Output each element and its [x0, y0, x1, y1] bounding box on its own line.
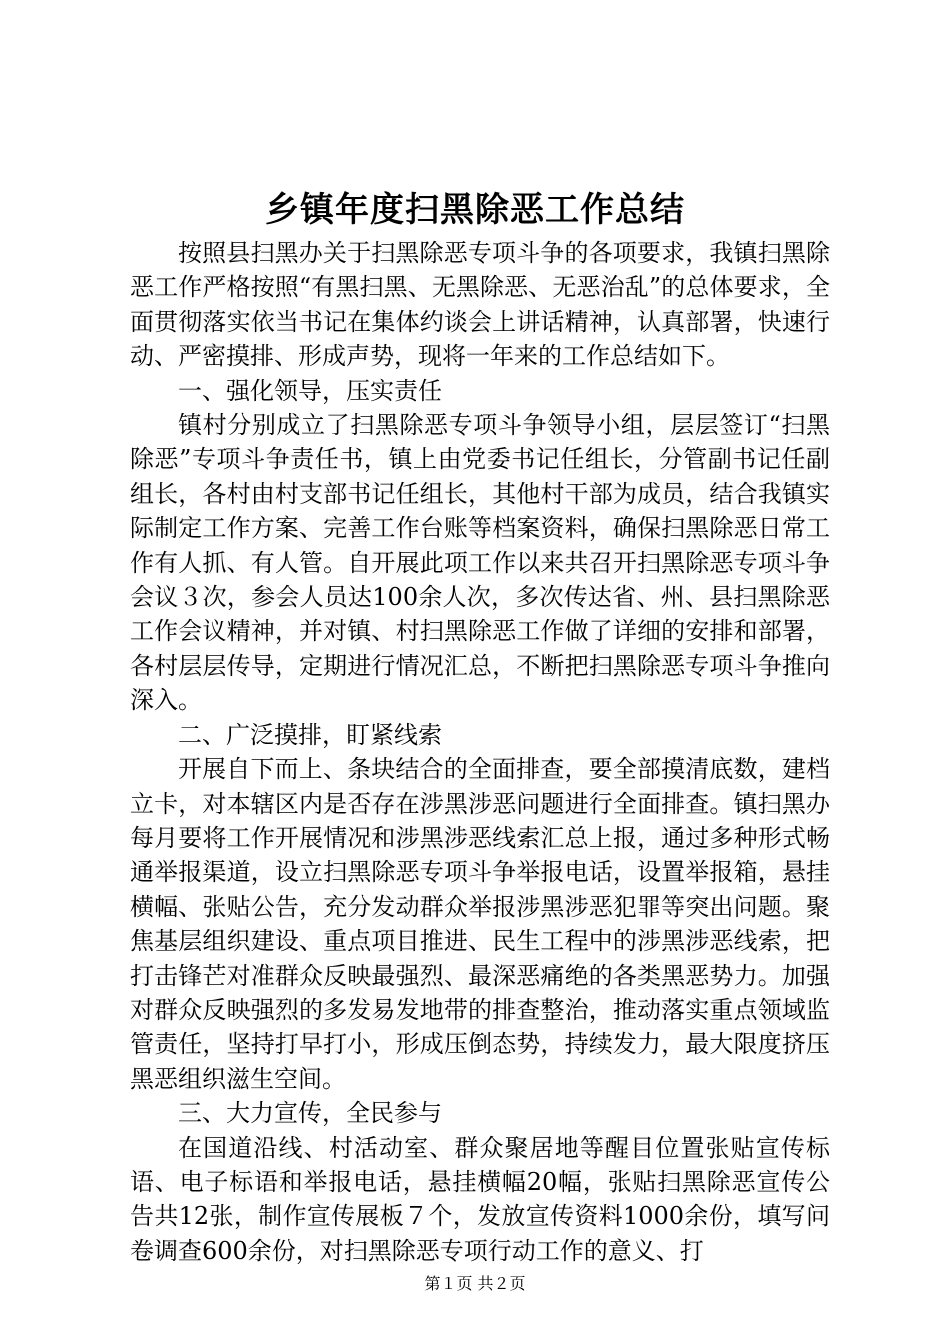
page-title: 乡镇年度扫黑除恶工作总结 [265, 190, 685, 230]
section-paragraph-3: 在国道沿线、村活动室、群众聚居地等醒目位置张贴宣传标语、电子标语和举报电话，悬挂横幅20幅，张贴扫黑除恶宣传公告共12张，制作宣传展板７个，发放宣传资料1000余份，填写问卷调查600余份，对扫黑除恶专项行动工作的意义、打 [130, 1133, 830, 1265]
document-body [130, 236, 830, 1268]
section-paragraph-2: 开展自下而上、条块结合的全面排查，要全部摸清底数，建档立卡，对本辖区内是否存在涉黑涉恶问题进行全面排查。镇扫黑办每月要将工作开展情况和涉黑涉恶线索汇总上报，通过多种形式畅通举报渠道，设立扫黑除恶专项斗争举报电话，设置举报箱，悬挂横幅、张贴公告，充分发动群众举报涉黑涉恶犯罪等突出问题。聚焦基层组织建设、重点项目推进、民生工程中的涉黑涉恶线索，把打击锋芒对准群众反映最强烈、最深恶痛绝的各类黑恶势力。加强对群众反映强烈的多发易发地带的排查整治，推动落实重点领域监管责任，坚持打早打小，形成压倒态势，持续发力，最大限度挤压黑恶组织滋生空间。 [130, 755, 830, 1093]
section-heading-2: 二、广泛摸排，盯紧线索 [178, 720, 442, 749]
intro-paragraph: 按照县扫黑办关于扫黑除恶专项斗争的各项要求，我镇扫黑除恶工作严格按照“有黑扫黑、无黑除恶、无恶治乱”的总体要求，全面贯彻落实依当书记在集体约谈会上讲话精神，认真部署，快速行动、严密摸排、形成声势，现将一年来的工作总结如下。 [130, 239, 830, 371]
section-heading-3: 三、大力宣传，全民参与 [178, 1099, 442, 1128]
page-footer: 第１页 共２页 [424, 1274, 526, 1293]
section-heading-1: 一、强化领导，压实责任 [178, 376, 442, 405]
section-paragraph-1: 镇村分别成立了扫黑除恶专项斗争领导小组，层层签订“扫黑除恶”专项斗争责任书，镇上由党委书记任组长，分管副书记任副组长，各村由村支部书记任组长，其他村干部为成员，结合我镇实际制定工作方案、完善工作台账等档案资料，确保扫黑除恶日常工作有人抓、有人管。自开展此项工作以来共召开扫黑除恶专项斗争会议３次，参会人员达100余人次，多次传达省、州、县扫黑除恶工作会议精神，并对镇、村扫黑除恶工作做了详细的安排和部署，各村层层传导，定期进行情况汇总，不断把扫黑除恶专项斗争推向深入。 [130, 411, 830, 715]
